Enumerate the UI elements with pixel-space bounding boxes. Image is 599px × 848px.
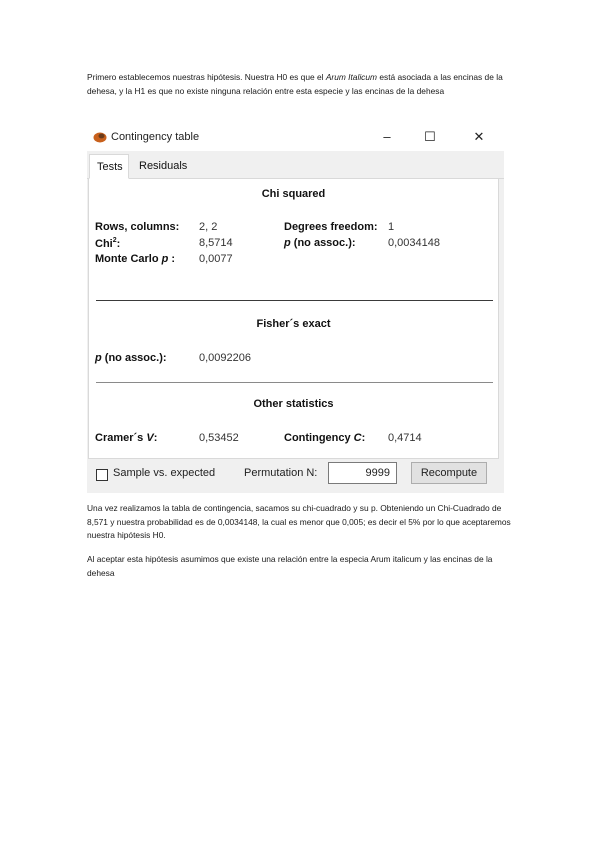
sample-vs-expected-checkbox[interactable] bbox=[96, 469, 108, 481]
monte-carlo-p-symbol: p bbox=[161, 253, 169, 265]
window-title: Contingency table bbox=[111, 131, 200, 143]
contingency-c-label bbox=[284, 432, 365, 444]
fisher-exact-heading: Fisher´s exact bbox=[256, 318, 331, 330]
chi-squared-value: 8,5714 bbox=[199, 237, 233, 249]
permutation-n-label: Permutation N: bbox=[244, 467, 318, 479]
p-symbol: p bbox=[284, 237, 291, 249]
minimize-button[interactable]: – bbox=[383, 129, 391, 144]
intro-text-after: está asociada a las encinas de la dehesa, y la H1 es que no existe ninguna relación entre esta especie y las encinas de la dehesa bbox=[87, 72, 503, 96]
rows-columns-label: Rows, columns: bbox=[95, 221, 180, 233]
intro-paragraph bbox=[87, 71, 519, 98]
p-no-assoc-label bbox=[284, 237, 356, 249]
monte-carlo-label bbox=[95, 253, 175, 265]
chi-label-colon: : bbox=[116, 238, 121, 250]
monte-carlo-value: 0,0077 bbox=[199, 253, 233, 265]
other-statistics-heading: Other statistics bbox=[253, 398, 334, 410]
close-button[interactable]: ✕ bbox=[473, 129, 485, 144]
cramers-v-label bbox=[95, 432, 157, 444]
degrees-freedom-label: Degrees freedom: bbox=[284, 221, 378, 233]
recompute-button[interactable]: Recompute bbox=[411, 462, 487, 484]
fisher-p-label-rest: (no assoc.): bbox=[101, 352, 167, 364]
results-paragraph: Una vez realizamos la tabla de contingencia, sacamos su chi-cuadrado y su p. Obteniendo un Chi-Cuadrado de 8,571 y nuestra probabilidad es de 0,0034148, la cual es menor que 0,005; es decir el 5% por lo que aceptaremos nuestra hipótesis H0. bbox=[87, 503, 511, 541]
p-no-assoc-value: 0,0034148 bbox=[388, 237, 440, 249]
monte-carlo-text: Monte Carlo bbox=[95, 253, 162, 265]
tests-panel bbox=[88, 179, 499, 459]
monte-carlo-colon: : bbox=[168, 253, 176, 265]
conclusion-paragraph: Al aceptar esta hipótesis asumimos que existe una relación entre la especia Arum italicum y las encinas de la dehesa bbox=[87, 554, 493, 578]
window-body bbox=[87, 151, 504, 493]
section-divider bbox=[96, 382, 493, 383]
tab-tests[interactable]: Tests bbox=[89, 154, 129, 179]
cramers-colon: : bbox=[153, 432, 158, 444]
section-divider bbox=[96, 300, 493, 301]
contingency-c-value: 0,4714 bbox=[388, 432, 422, 444]
app-logo-icon bbox=[93, 131, 107, 143]
fisher-p-value: 0,0092206 bbox=[199, 352, 251, 364]
maximize-button[interactable]: ☐ bbox=[424, 129, 436, 144]
contingency-table-window bbox=[87, 127, 504, 493]
degrees-freedom-value: 1 bbox=[388, 221, 395, 233]
chi-squared-label bbox=[95, 237, 120, 250]
species-name: Arum Italicum bbox=[325, 72, 378, 82]
fisher-p-label bbox=[95, 352, 167, 364]
chi-label-text: Chi bbox=[95, 238, 113, 250]
tab-bar bbox=[87, 151, 504, 179]
cramers-text: Cramer´s bbox=[95, 432, 147, 444]
cramers-v-value: 0,53452 bbox=[199, 432, 239, 444]
chi-label-superscript: 2 bbox=[112, 237, 117, 244]
contingency-colon: : bbox=[361, 432, 366, 444]
fisher-p-symbol: p bbox=[95, 352, 102, 364]
window-titlebar[interactable] bbox=[87, 127, 504, 149]
p-label-rest: (no assoc.): bbox=[290, 237, 356, 249]
contingency-c-symbol: C bbox=[353, 432, 362, 444]
chi-squared-heading: Chi squared bbox=[261, 188, 326, 200]
bottom-toolbar bbox=[87, 459, 504, 493]
permutation-n-input[interactable]: 9999 bbox=[328, 462, 397, 484]
cramers-v-symbol: V bbox=[146, 432, 154, 444]
intro-text-before: Primero establecemos nuestras hipótesis. Nuestra H0 es que el bbox=[87, 72, 326, 82]
tab-residuals[interactable]: Residuals bbox=[139, 160, 188, 172]
contingency-text: Contingency bbox=[284, 432, 354, 444]
sample-vs-expected-label[interactable]: Sample vs. expected bbox=[113, 467, 216, 479]
rows-columns-value: 2, 2 bbox=[199, 221, 218, 233]
